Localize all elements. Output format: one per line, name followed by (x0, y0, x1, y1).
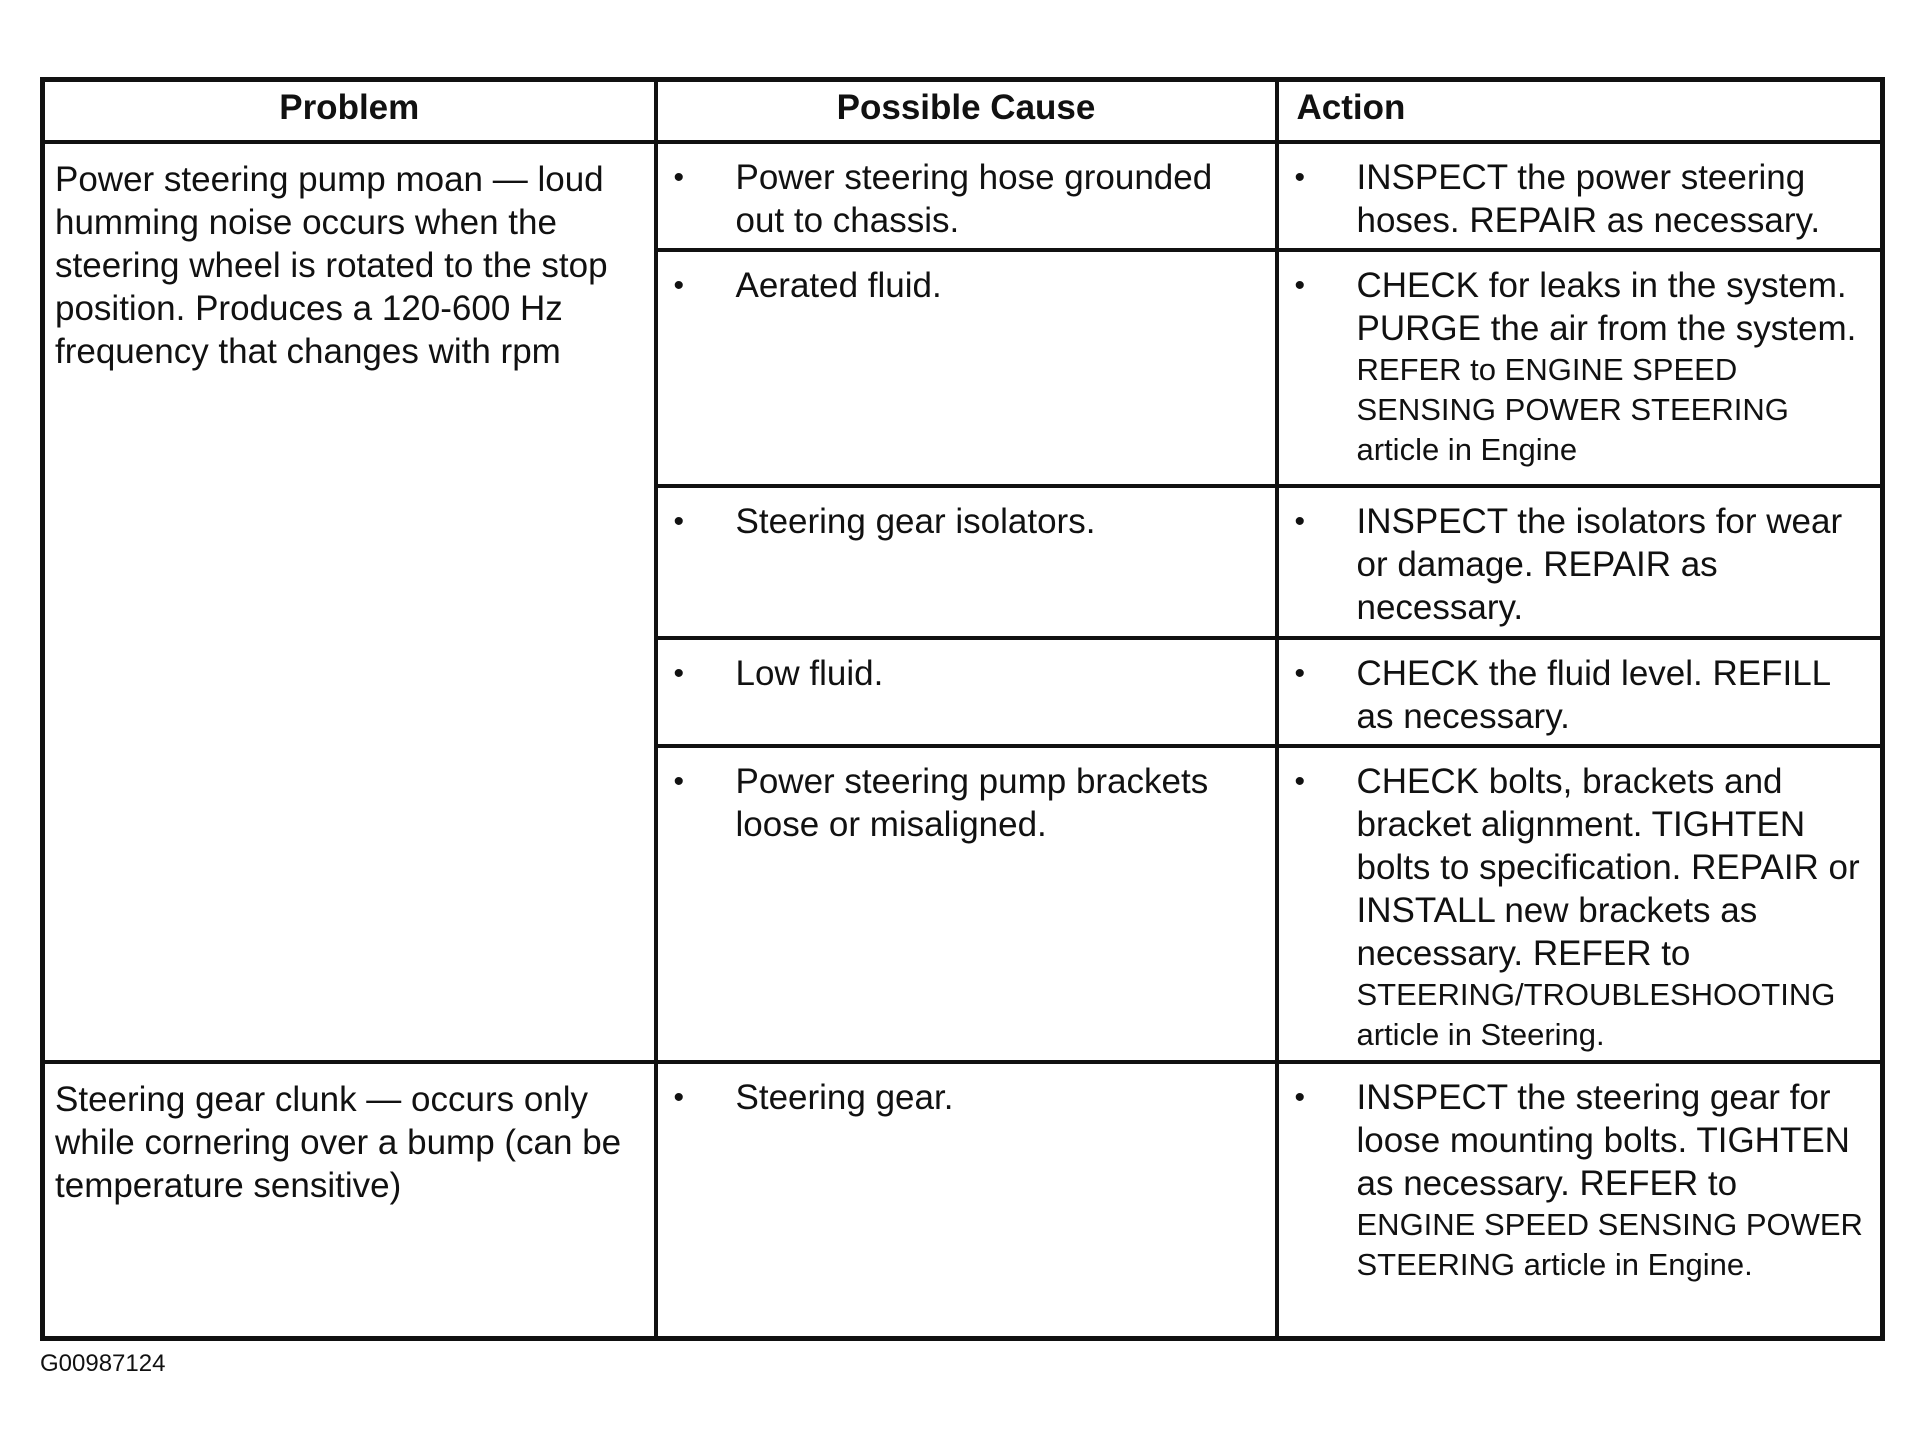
action-text (1357, 1076, 1871, 1285)
cause-text: Low fluid. (735, 654, 884, 693)
bullet-icon: • (1294, 765, 1306, 798)
action-main-text: CHECK for leaks in the system. PURGE the air from the system. (1356, 266, 1857, 348)
cause-cell (656, 746, 1277, 1062)
figure-code: G00987124 (40, 1350, 166, 1377)
action-text: INSPECT the power steering hoses. REPAIR as necessary. (1356, 158, 1821, 240)
bullet-icon: • (673, 765, 685, 798)
cause-cell (656, 1062, 1277, 1338)
cause-cell (656, 142, 1277, 250)
bullet-icon: • (1294, 657, 1306, 690)
troubleshooting-table (40, 77, 1885, 1341)
table-row (43, 142, 1883, 250)
action-cell (1277, 746, 1883, 1062)
cause-text: Steering gear. (735, 1078, 954, 1117)
cause-header: Possible Cause (656, 80, 1277, 143)
action-text: CHECK the fluid level. REFILL as necessary. (1356, 654, 1830, 736)
action-main-text: INSPECT the steering gear for loose mounting bolts. TIGHTEN as necessary. REFER to (1356, 1078, 1850, 1203)
cause-cell (656, 486, 1277, 638)
table-row (43, 1062, 1883, 1338)
problem-header: Problem (43, 80, 656, 143)
action-reference-note: REFER to ENGINE SPEED SENSING POWER STEERING article in Engine (1356, 352, 1789, 467)
cause-text: Aerated fluid. (735, 266, 942, 305)
action-header: Action (1277, 80, 1883, 143)
action-reference-note: STEERING/TROUBLESHOOTING article in Steering. (1356, 977, 1836, 1052)
action-cell (1277, 486, 1883, 638)
action-cell (1277, 142, 1883, 250)
header-row (43, 80, 1883, 143)
bullet-icon: • (673, 161, 685, 194)
bullet-icon: • (673, 269, 685, 302)
cause-cell (656, 250, 1277, 486)
action-text: INSPECT the isolators for wear or damage. REPAIR as necessary. (1356, 502, 1843, 627)
action-reference-note: ENGINE SPEED SENSING POWER STEERING article in Engine. (1356, 1207, 1863, 1282)
problem-cell-gear-clunk: Steering gear clunk — occurs only while cornering over a bump (can be temperature sensitive) (43, 1062, 656, 1338)
action-cell (1277, 1062, 1883, 1338)
bullet-icon: • (1294, 161, 1306, 194)
bullet-icon: • (673, 657, 685, 690)
action-text (1357, 760, 1871, 1055)
bullet-icon: • (673, 1081, 685, 1114)
bullet-icon: • (1294, 269, 1306, 302)
action-text (1357, 264, 1871, 470)
bullet-icon: • (1294, 1081, 1306, 1114)
action-main-text: CHECK bolts, brackets and bracket alignment. TIGHTEN bolts to specification. REPAIR or INSTALL new brackets as necessary. REFER to (1356, 762, 1860, 973)
bullet-icon: • (673, 505, 685, 538)
cause-text: Power steering pump brackets loose or misaligned. (735, 762, 1209, 844)
bullet-icon: • (1294, 505, 1306, 538)
problem-cell-pump-moan: Power steering pump moan — loud humming noise occurs when the steering wheel is rotated to the stop position. Produces a 120-600 Hz frequency that changes with rpm (43, 142, 656, 1062)
action-cell (1277, 638, 1883, 746)
cause-cell (656, 638, 1277, 746)
cause-text: Power steering hose grounded out to chassis. (735, 158, 1213, 240)
cause-text: Steering gear isolators. (735, 502, 1096, 541)
action-cell (1277, 250, 1883, 486)
